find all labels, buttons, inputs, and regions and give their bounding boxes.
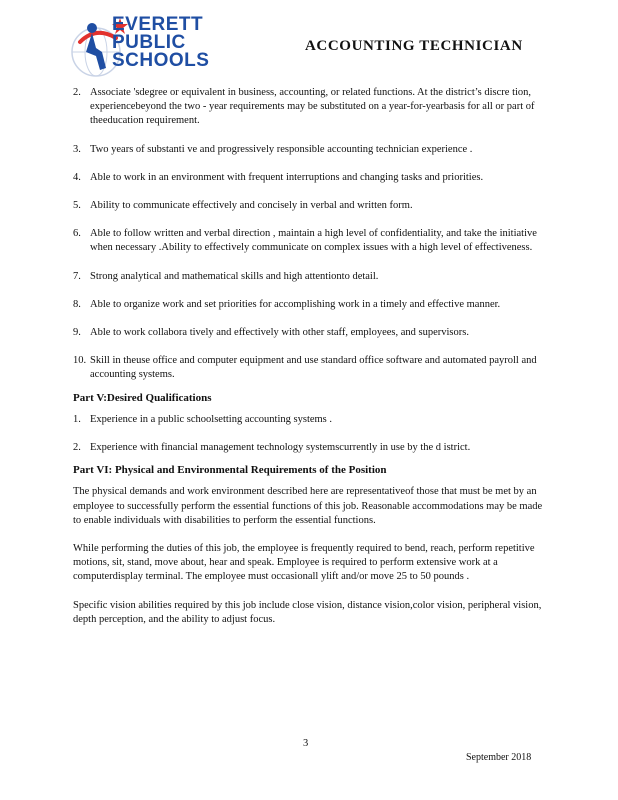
item-number: 10. bbox=[73, 355, 87, 367]
desired-qualification-2 bbox=[73, 441, 543, 455]
item-text: Two years of substanti ve and progressively responsible accounting technician experience . bbox=[90, 143, 473, 155]
item-text: Able to work collabora tively and effectively with other staff, employees, and supervisors. bbox=[90, 327, 469, 339]
part-5-heading: Part V:Desired Qualifications bbox=[73, 391, 212, 404]
item-number: 4. bbox=[73, 171, 81, 183]
part-6-heading: Part VI: Physical and Environmental Requirements of the Position bbox=[73, 464, 387, 477]
footer-date: September 2018 bbox=[466, 752, 532, 763]
item-text: Ability to communicate effectively and concisely in verbal and written form. bbox=[90, 200, 413, 212]
requirement-item-2 bbox=[73, 86, 543, 129]
physical-demands-paragraph: The physical demands and work environment described here are representativeof those that must be met by an employee to successfully perform the essential functions of this job. Reasonable accommodations may be made to enable individuals with disabilities to perform the essential functions. bbox=[73, 486, 543, 526]
item-text: Experience in a public schoolsetting accounting systems . bbox=[90, 413, 333, 425]
requirement-item-10 bbox=[73, 354, 543, 382]
requirement-item-9 bbox=[73, 326, 543, 340]
requirement-item-4 bbox=[73, 171, 543, 185]
item-number: 9. bbox=[73, 327, 81, 339]
item-text: Strong analytical and mathematical skills and high attentionto detail. bbox=[90, 270, 379, 282]
item-text: Able to organize work and set priorities for accomplishing work in a timely and effective manner. bbox=[90, 298, 501, 310]
item-number: 5. bbox=[73, 200, 81, 212]
item-text: Able to follow written and verbal direction , maintain a high level of confidentiality, and take the initiative when necessary .Ability to effectively communicate on complex issues with a high level of effectiveness. bbox=[90, 228, 537, 254]
item-number: 6. bbox=[73, 228, 81, 240]
duties-paragraph: While performing the duties of this job, the employee is frequently required to bend, reach, perform repetitive motions, sit, stand, move about, hear and speak. Employee is required to perform extensive work at a computerdisplay terminal. The employee must occasionall ylift and/or move 25 to 50 pounds . bbox=[73, 543, 535, 583]
item-text: Experience with financial management technology systemscurrently in use by the d istrict. bbox=[90, 442, 471, 454]
item-number: 2. bbox=[73, 442, 81, 454]
item-number: 3. bbox=[73, 143, 81, 155]
logo-line-1: EVERETT bbox=[112, 14, 204, 35]
requirement-item-5 bbox=[73, 199, 543, 213]
page-number: 3 bbox=[303, 738, 309, 749]
logo-line-3: SCHOOLS bbox=[112, 50, 210, 71]
document-title: ACCOUNTING TECHNICIAN bbox=[305, 38, 523, 54]
requirement-item-6 bbox=[73, 227, 543, 255]
desired-qualification-1 bbox=[73, 413, 543, 427]
requirement-item-3 bbox=[73, 143, 543, 157]
requirement-item-7 bbox=[73, 270, 543, 284]
item-text: Associate 'sdegree or equivalent in business, accounting, or related functions. At the district’s discre tion, experiencebeyond the two - year requirements may be substituted on a year-for-yearbasis for all or part of theeducation requirement. bbox=[90, 87, 535, 127]
requirement-item-8 bbox=[73, 298, 543, 312]
item-number: 2. bbox=[73, 87, 81, 98]
item-number: 1. bbox=[73, 413, 81, 425]
item-text: Skill in theuse office and computer equipment and use standard office software and automated payroll and accounting systems. bbox=[90, 355, 537, 381]
document-body bbox=[73, 86, 543, 627]
item-number: 8. bbox=[73, 298, 81, 310]
item-number: 7. bbox=[73, 270, 81, 282]
district-logo bbox=[70, 12, 240, 80]
logo-line-2: PUBLIC bbox=[112, 32, 186, 53]
item-text: Able to work in an environment with frequent interruptions and changing tasks and priorities. bbox=[90, 171, 484, 183]
vision-paragraph: Specific vision abilities required by this job include close vision, distance vision,color vision, peripheral vision, depth perception, and the ability to adjust focus. bbox=[73, 599, 542, 625]
